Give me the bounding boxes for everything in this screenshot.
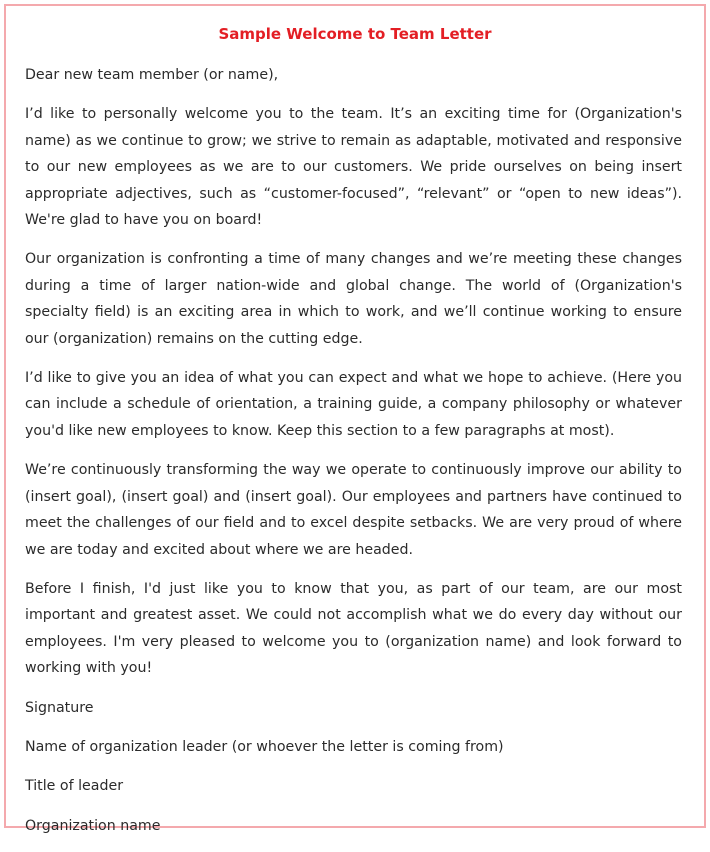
letter-title: Sample Welcome to Team Letter [218,25,492,43]
paragraph-transformation: We’re continuously transforming the way we operate to continuously improve our ability to (insert goal), (insert goal) and (insert goal). Our employees and partners have continued to meet the challenges of our field and to excel despite setbacks. We are very proud of where we are today and excited about where we are headed. [25,462,682,558]
paragraph-changes: Our organization is confronting a time of many changes and we’re meeting these changes during a time of larger nation-wide and global change. The world of (Organization's specialty field) is an exciting area in which to work, and we’ll continue working to ensure our (organization) remains on the cutting edge. [25,251,682,347]
letter-body [25,62,682,852]
paragraph-expectations: I’d like to give you an idea of what you can expect and what we hope to achieve. (Here you can include a schedule of orientation, a training guide, a company philosophy or whatever you'd like new employees to know. Keep this section to a few paragraphs at most). [25,370,682,439]
paragraph-welcome: I’d like to personally welcome you to the team. It’s an exciting time for (Organization's name) as we continue to grow; we strive to remain as adaptable, motivated and responsive to our new employees as we are to our customers. We pride ourselves on being insert appropriate adjectives, such as “customer-focused”, “relevant” or “open to new ideas”). We're glad to have you on board! [25,106,682,229]
organization-name-line: Organization name [25,817,161,834]
leader-name-line: Name of organization leader (or whoever the letter is coming from) [25,738,504,755]
leader-title-line: Title of leader [25,778,124,795]
paragraph-closing: Before I finish, I'd just like you to know that you, as part of our team, are our most important and greatest asset. We could not accomplish what we do every day without our employees. I'm very pleased to welcome you to (organization name) and look forward to working with you! [25,580,682,677]
salutation: Dear new team member (or name), [25,67,279,83]
signature-line: Signature [25,699,94,716]
